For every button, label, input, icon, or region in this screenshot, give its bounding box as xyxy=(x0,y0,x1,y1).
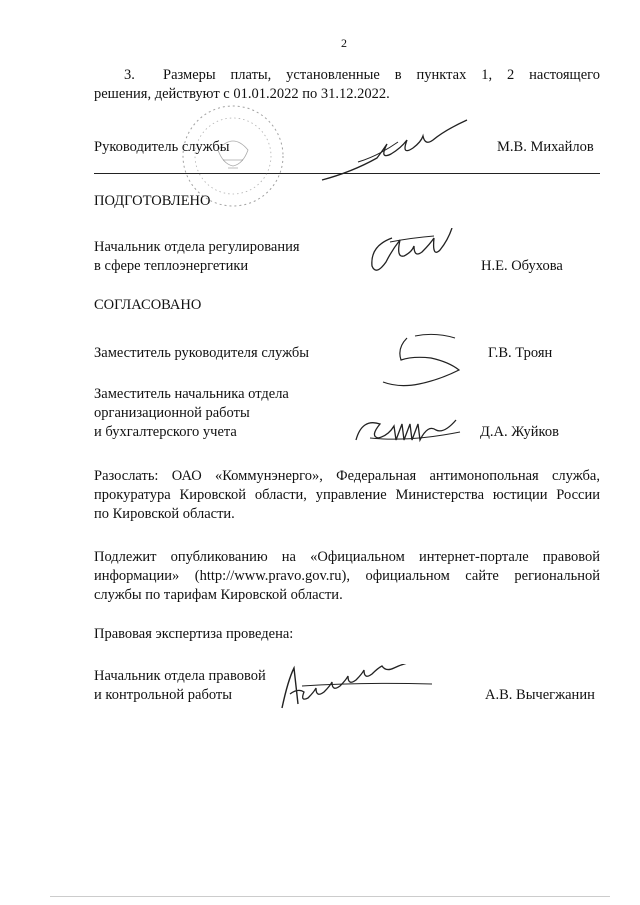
deputy-signature xyxy=(375,328,475,388)
distribution-line1: Разослать: ОАО «Коммунэнерго», Федеральная антимонопольная служба, xyxy=(94,468,600,484)
acc-name: Д.А. Жуйков xyxy=(480,424,559,440)
prepared-position-line2: в сфере теплоэнергетики xyxy=(94,258,249,274)
deputy-name: Г.В. Троян xyxy=(488,345,553,361)
head-name: М.В. Михайлов xyxy=(497,139,594,155)
acc-signature xyxy=(350,410,475,450)
acc-position-line1: Заместитель начальника отдела xyxy=(94,386,289,402)
publication-line1: Подлежит опубликованию на «Официальном интернет-портале правовой xyxy=(94,549,600,565)
legal-note: Правовая экспертиза проведена: xyxy=(94,626,294,642)
deputy-title: Заместитель руководителя службы xyxy=(94,345,310,361)
head-title: Руководитель службы xyxy=(94,139,230,155)
prepared-name: Н.Е. Обухова xyxy=(481,258,563,274)
distribution-line3: по Кировской области. xyxy=(94,506,235,522)
prepared-signature xyxy=(362,228,462,280)
prepared-position-line1: Начальник отдела регулирования xyxy=(94,239,300,255)
distribution-line2: прокуратура Кировской области, управление Министерства юстиции России xyxy=(94,487,600,503)
item3-line2: решения, действуют с 01.01.2022 по 31.12.2022. xyxy=(94,86,390,102)
acc-position-line2: организационной работы xyxy=(94,405,250,421)
publication-line3: службы по тарифам Кировской области. xyxy=(94,587,343,603)
publication-line2: информации» (http://www.pravo.gov.ru), официальном сайте региональной xyxy=(94,568,600,584)
head-signature xyxy=(318,118,468,188)
legal-position-line2: и контрольной работы xyxy=(94,687,232,703)
acc-position-line3: и бухгалтерского учета xyxy=(94,424,237,440)
page-number: 2 xyxy=(341,36,347,50)
legal-signature xyxy=(272,664,442,714)
legal-name: А.В. Вычегжанин xyxy=(485,687,595,703)
prepared-heading: ПОДГОТОВЛЕНО xyxy=(94,193,211,209)
item3-line1: Размеры платы, установленные в пунктах 1, 2 настоящего xyxy=(163,67,600,83)
item-number: 3. xyxy=(124,67,135,83)
legal-position-line1: Начальник отдела правовой xyxy=(94,668,266,684)
scan-edge-line xyxy=(50,896,610,897)
agreed-heading: СОГЛАСОВАНО xyxy=(94,297,202,313)
